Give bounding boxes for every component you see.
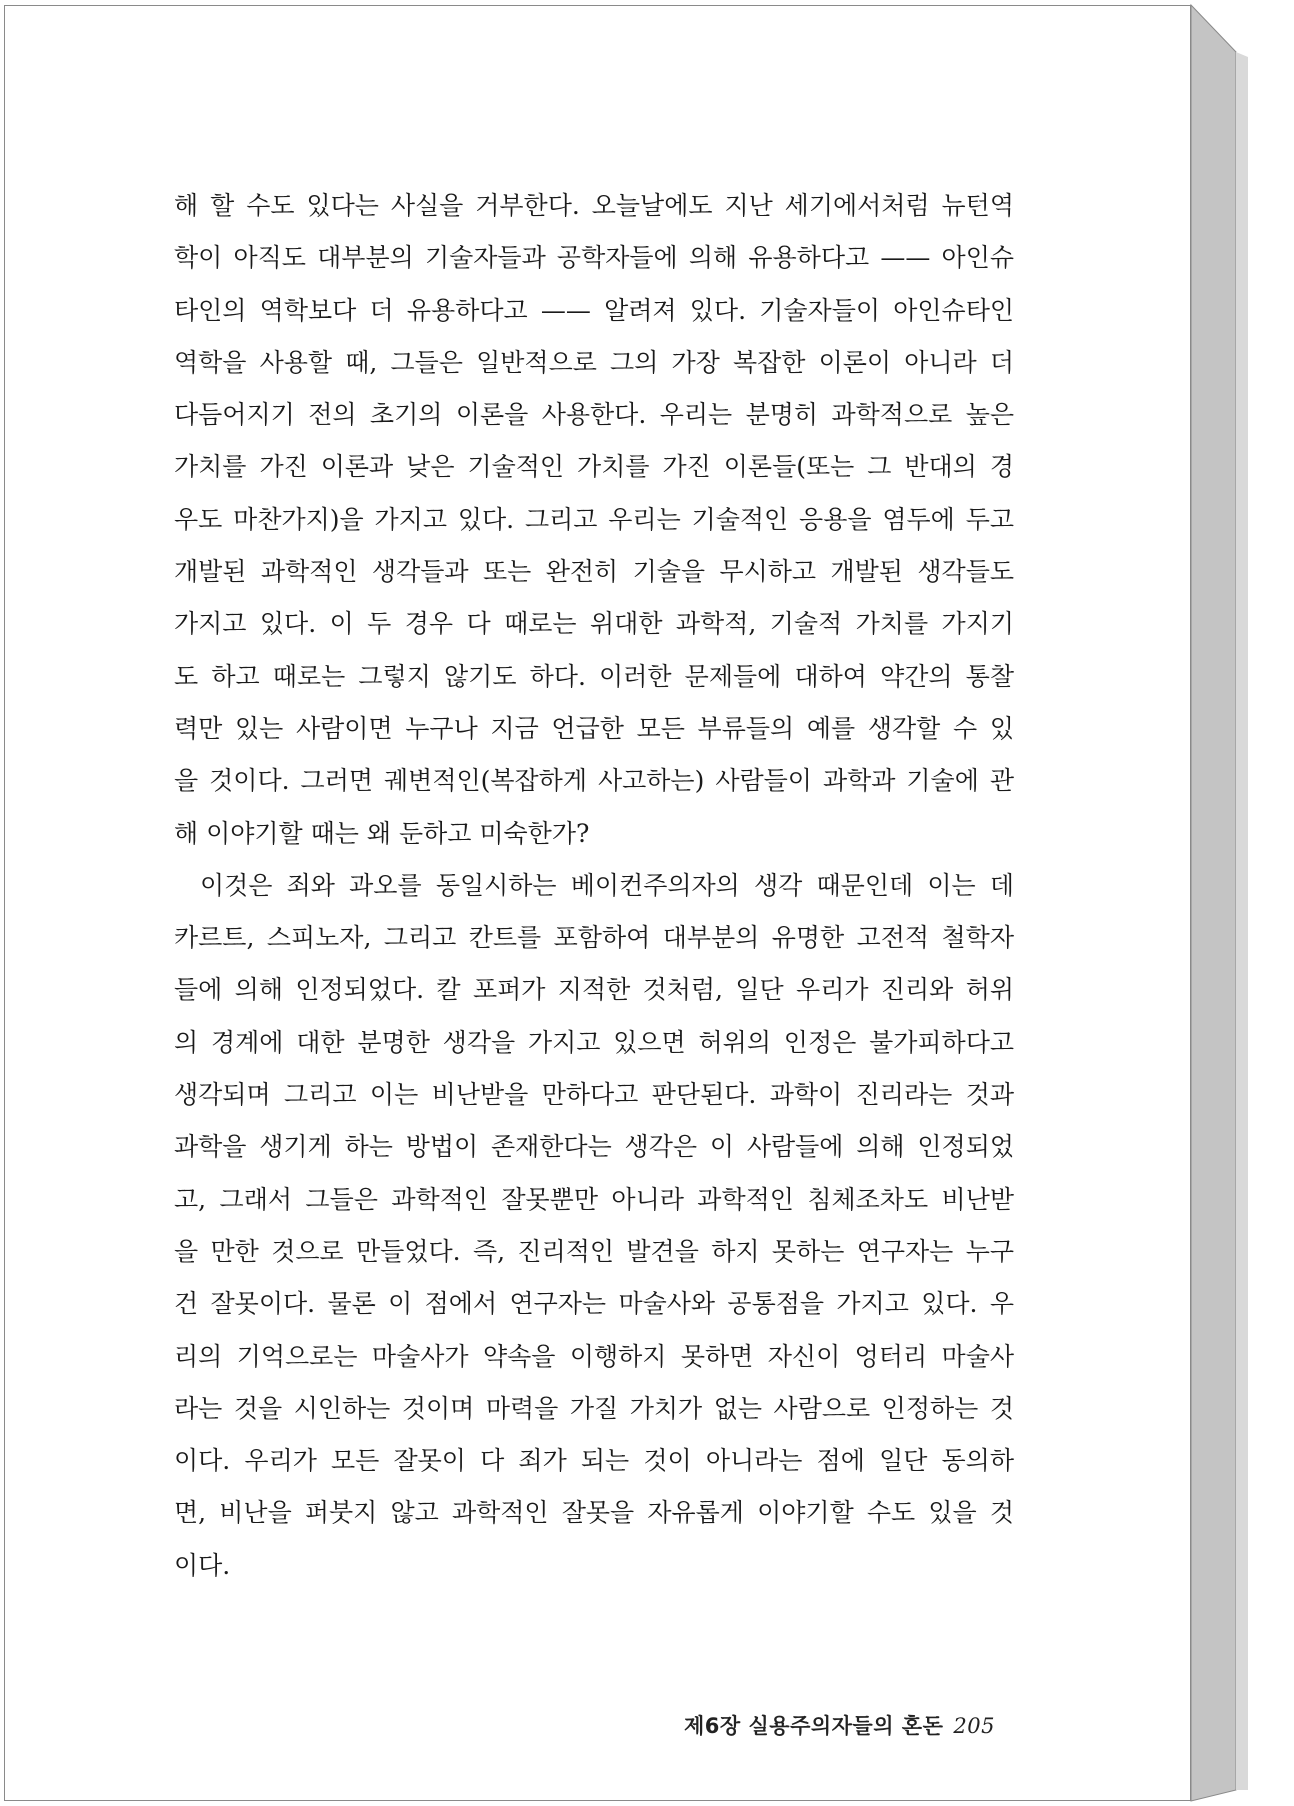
text-line: 개발된 과학적인 생각들과 또는 완전히 기술을 무시하고 개발된 생각들도 bbox=[174, 557, 1014, 587]
text-line: 학이 아직도 대부분의 기술자들과 공학자들에 의해 유용하다고 —— 아인슈 bbox=[174, 243, 1014, 273]
page-number: 205 bbox=[953, 1714, 995, 1738]
text-line: 해 할 수도 있다는 사실을 거부한다. 오늘날에도 지난 세기에서처럼 뉴턴역 bbox=[174, 191, 1014, 220]
text-line: 리의 기억으로는 마술사가 약속을 이행하지 못하면 자신이 엉터리 마술사 bbox=[174, 1341, 1014, 1371]
text-line: 도 하고 때로는 그렇지 않기도 하다. 이러한 문제들에 대하여 약간의 통찰 bbox=[174, 661, 1014, 691]
text-line: 라는 것을 시인하는 것이며 마력을 가질 가치가 없는 사람으로 인정하는 것 bbox=[174, 1393, 1014, 1423]
text-line: 이것은 죄와 과오를 동일시하는 베이컨주의자의 생각 때문인데 이는 데 bbox=[200, 870, 1014, 900]
text-line: 타인의 역학보다 더 유용하다고 —— 알려져 있다. 기술자들이 아인슈타인 bbox=[174, 295, 1014, 325]
text-line: 가지고 있다. 이 두 경우 다 때로는 위대한 과학적, 기술적 가치를 가지기 bbox=[174, 609, 1014, 639]
text-line: 을 것이다. 그러면 궤변적인(복잡하게 사고하는) 사람들이 과학과 기술에 관 bbox=[174, 766, 1014, 796]
text-line: 면, 비난을 퍼붓지 않고 과학적인 잘못을 자유롭게 이야기할 수도 있을 것 bbox=[174, 1498, 1014, 1528]
text-line: 력만 있는 사람이면 누구나 지금 언급한 모든 부류들의 예를 생각할 수 있 bbox=[174, 713, 1014, 743]
text-line: 해 이야기할 때는 왜 둔하고 미숙한가? bbox=[174, 818, 590, 848]
page-body-text bbox=[174, 180, 1014, 1592]
text-line: 과학을 생기게 하는 방법이 존재한다는 생각은 이 사람들에 의해 인정되었 bbox=[174, 1132, 1014, 1162]
text-line: 다듬어지기 전의 초기의 이론을 사용한다. 우리는 분명히 과학적으로 높은 bbox=[174, 400, 1014, 430]
text-line: 이다. bbox=[174, 1550, 231, 1580]
text-line: 생각되며 그리고 이는 비난받을 만하다고 판단된다. 과학이 진리라는 것과 bbox=[174, 1080, 1014, 1110]
chapter-title: 제6장 실용주의자들의 혼돈 bbox=[684, 1714, 944, 1738]
text-line: 의 경계에 대한 분명한 생각을 가지고 있으면 허위의 인정은 불가피하다고 bbox=[174, 1027, 1014, 1057]
text-line: 우도 마찬가지)을 가지고 있다. 그리고 우리는 기술적인 응용을 염두에 두고 bbox=[174, 504, 1014, 534]
text-line: 카르트, 스피노자, 그리고 칸트를 포함하여 대부분의 유명한 고전적 철학자 bbox=[174, 923, 1014, 953]
text-line: 을 만한 것으로 만들었다. 즉, 진리적인 발견을 하지 못하는 연구자는 누구 bbox=[174, 1236, 1014, 1266]
text-line: 들에 의해 인정되었다. 칼 포퍼가 지적한 것처럼, 일단 우리가 진리와 허위 bbox=[174, 975, 1014, 1005]
text-line: 고, 그래서 그들은 과학적인 잘못뿐만 아니라 과학적인 침체조차도 비난받 bbox=[174, 1184, 1014, 1214]
text-line: 건 잘못이다. 물론 이 점에서 연구자는 마술사와 공통점을 가지고 있다. 우 bbox=[174, 1289, 1014, 1319]
page-footer bbox=[684, 1710, 995, 1740]
text-line: 이다. 우리가 모든 잘못이 다 죄가 되는 것이 아니라는 점에 일단 동의하 bbox=[174, 1446, 1014, 1476]
text-line: 가치를 가진 이론과 낮은 기술적인 가치를 가진 이론들(또는 그 반대의 경 bbox=[174, 452, 1014, 482]
text-line: 역학을 사용할 때, 그들은 일반적으로 그의 가장 복잡한 이론이 아니라 더 bbox=[174, 347, 1014, 377]
